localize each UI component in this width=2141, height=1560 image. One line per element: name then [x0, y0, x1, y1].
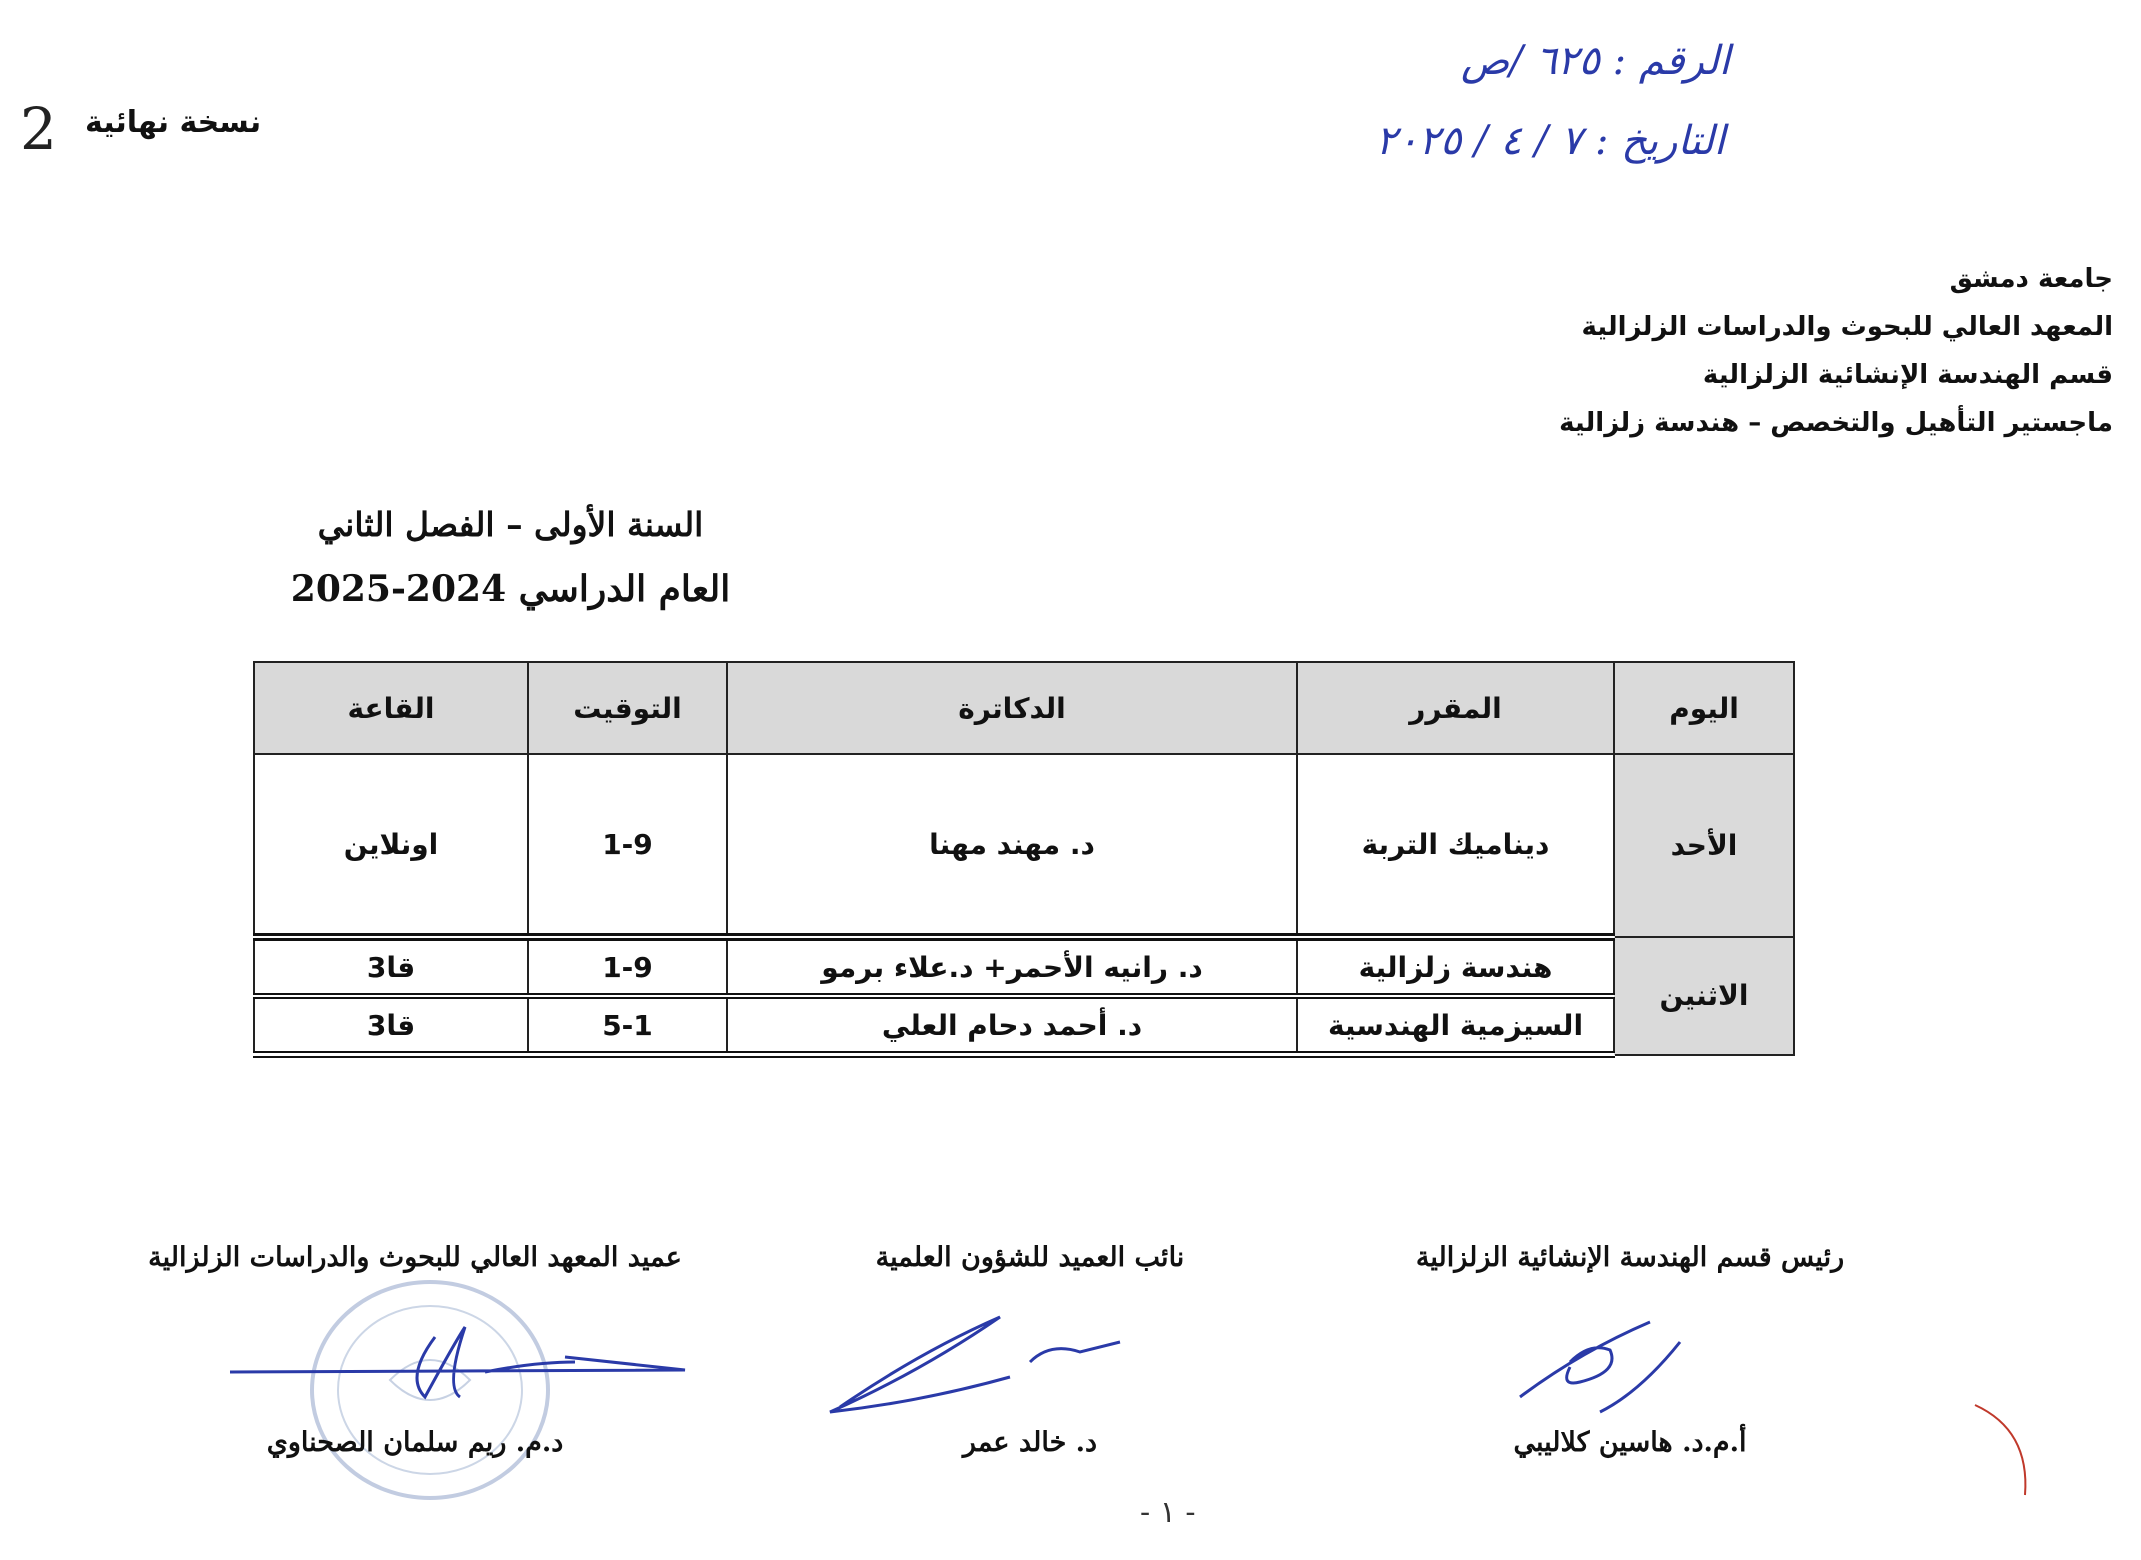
table-header-row: [254, 662, 1794, 754]
room-cell: قا3: [254, 937, 528, 996]
institution-header: [1559, 255, 2113, 447]
pen-mark-icon: [1970, 1400, 2040, 1500]
signature-block-head: [1320, 1242, 1940, 1458]
table-row: [254, 937, 1794, 996]
course-cell: السيزمية الهندسية: [1297, 996, 1614, 1055]
room-cell: اونلاين: [254, 754, 528, 937]
doctor-cell: د. أحمد دحام العلي: [727, 996, 1297, 1055]
program-name: ماجستير التأهيل والتخصص – هندسة زلزالية: [1559, 408, 2113, 438]
signature-title: رئيس قسم الهندسة الإنشائية الزلزالية: [1415, 1242, 1845, 1273]
signature-title: عميد المعهد العالي للبحوث والدراسات الزلزالية: [148, 1242, 682, 1273]
department-name: قسم الهندسة الإنشائية الزلزالية: [1702, 360, 2113, 390]
header-room: القاعة: [254, 662, 528, 754]
header-doctor: الدكاترة: [727, 662, 1297, 754]
header-course: المقرر: [1297, 662, 1614, 754]
university-name: جامعة دمشق: [1949, 264, 2113, 294]
handwritten-reference: [1300, 30, 1750, 180]
signature-scribble-icon: [1320, 1302, 1940, 1422]
signature-block-vice: [720, 1242, 1340, 1458]
signature-title: نائب العميد للشؤون العلمية: [875, 1242, 1185, 1273]
institute-name: المعهد العالي للبحوث والدراسات الزلزالية: [1581, 312, 2113, 342]
reference-number: الرقم : ٦٢٥ /ص: [1460, 38, 1730, 84]
schedule-table: [253, 661, 1795, 1058]
course-cell: هندسة زلزالية: [1297, 937, 1614, 996]
final-copy-number: 2: [20, 95, 57, 163]
course-cell: ديناميك التربة: [1297, 754, 1614, 937]
signature-block-dean: [105, 1242, 725, 1458]
day-cell: الاثنين: [1614, 937, 1794, 1055]
page-number: - ١ -: [1140, 1495, 1196, 1530]
time-cell: 1-9: [528, 754, 727, 937]
table-row: [254, 754, 1794, 937]
reference-date: التاريخ : ٧ / ٤ / ٢٠٢٥: [1375, 118, 1725, 164]
room-cell: قا3: [254, 996, 528, 1055]
time-cell: 1-9: [528, 937, 727, 996]
doctor-cell: د. مهند مهنا: [727, 754, 1297, 937]
table-row: [254, 996, 1794, 1055]
header-day: اليوم: [1614, 662, 1794, 754]
academic-year-title: العام الدراسي 2024-2025: [290, 568, 731, 610]
signature-name: د. خالد عمر: [962, 1427, 1098, 1458]
signature-name: د.م. ريم سلمان الصحناوي: [266, 1427, 564, 1458]
signature-scribble-icon: [105, 1302, 725, 1422]
year-semester-title: السنة الأولى – الفصل الثاني: [317, 505, 704, 544]
day-cell: الأحد: [1614, 754, 1794, 937]
doctor-cell: د. رانيه الأحمر+ د.علاء برمو: [727, 937, 1297, 996]
signature-scribble-icon: [720, 1302, 1340, 1422]
time-cell: 5-1: [528, 996, 727, 1055]
header-time: التوقيت: [528, 662, 727, 754]
signature-name: أ.م.د. هاسين كلاليبي: [1513, 1427, 1747, 1458]
final-copy-label: نسخة نهائية: [85, 105, 262, 140]
